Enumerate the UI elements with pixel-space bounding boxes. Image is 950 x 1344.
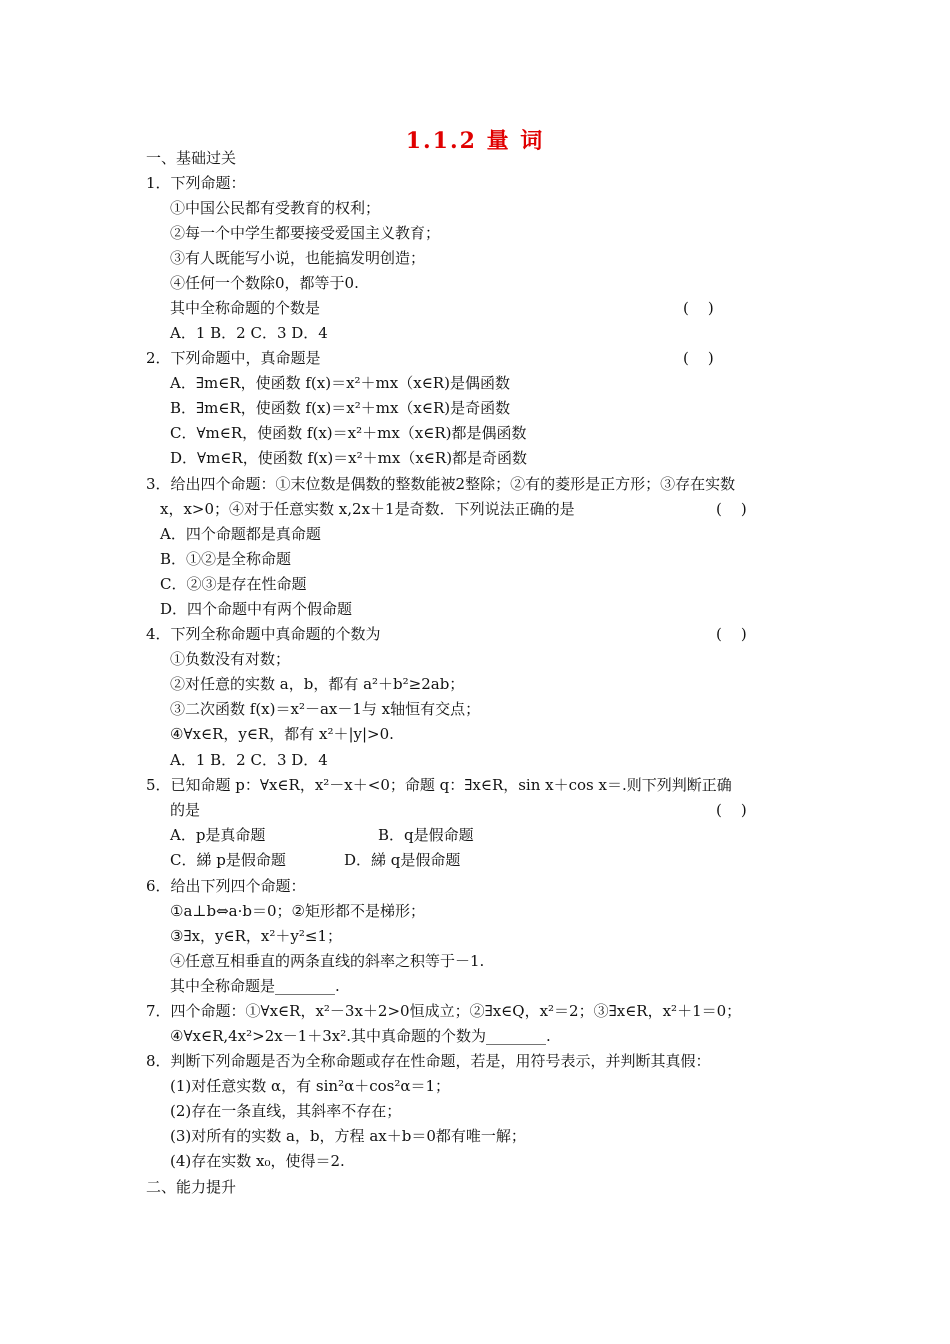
question-3-option: C．②③是存在性命题 bbox=[160, 575, 307, 593]
question-1-item: ①中国公民都有受教育的权利； bbox=[170, 199, 381, 217]
question-8-item: (2)存在一条直线，其斜率不存在； bbox=[170, 1102, 402, 1120]
question-6-item: ①a⊥b⇔a·b＝0；②矩形都不是梯形； bbox=[170, 902, 425, 920]
question-5-stem: 5．已知命题 p：∀x∈R，x²－x＋<0；命题 q：∃x∈R，sin x＋cos x＝.则下列判断正确 bbox=[146, 776, 732, 794]
answer-blank: ( ) bbox=[683, 299, 714, 317]
page-title: 1.1.2 量 词 bbox=[405, 128, 545, 154]
section-heading-advanced: 二、能力提升 bbox=[146, 1178, 237, 1196]
question-2-option: A．∃m∈R，使函数 f(x)＝x²＋mx（x∈R)是偶函数 bbox=[170, 374, 510, 392]
answer-blank: ( ) bbox=[716, 500, 747, 518]
question-1-item: ③有人既能写小说，也能搞发明创造； bbox=[170, 249, 426, 267]
answer-blank: ( ) bbox=[683, 349, 714, 367]
question-3-option: D．四个命题中有两个假命题 bbox=[160, 600, 353, 618]
question-6-item: ③∃x，y∈R，x²＋y²≤1； bbox=[170, 927, 342, 945]
question-4-options: A．1 B．2 C．3 D．4 bbox=[170, 751, 328, 769]
question-4-item: ②对任意的实数 a，b，都有 a²＋b²≥2ab； bbox=[170, 675, 465, 693]
question-2-option: D．∀m∈R，使函数 f(x)＝x²＋mx（x∈R)都是奇函数 bbox=[170, 449, 528, 467]
question-3-stem: 3．给出四个命题：①末位数是偶数的整数能被2整除；②有的菱形是正方形；③存在实数 bbox=[146, 475, 736, 493]
answer-blank: ( ) bbox=[716, 801, 747, 819]
question-5-option-b: B．q是假命题 bbox=[378, 826, 474, 844]
question-5-option-a: A．p是真命题 bbox=[170, 826, 266, 844]
question-5-stem-cont: 的是 bbox=[170, 801, 201, 819]
question-3-option: B．①②是全称命题 bbox=[160, 550, 292, 568]
question-5-option-c: C．綈 p是假命题 bbox=[170, 851, 286, 869]
question-1-item: ②每一个中学生都要接受爱国主义教育； bbox=[170, 224, 441, 242]
question-4-item: ④∀x∈R，y∈R，都有 x²＋|y|>0. bbox=[170, 725, 394, 743]
question-1-stem: 1．下列命题： bbox=[146, 174, 246, 192]
question-2-option: B．∃m∈R，使函数 f(x)＝x²＋mx（x∈R)是奇函数 bbox=[170, 399, 511, 417]
question-5-option-d: D．綈 q是假命题 bbox=[344, 851, 461, 869]
question-6-item: ④任意互相垂直的两条直线的斜率之积等于－1. bbox=[170, 952, 485, 970]
question-8-item: (3)对所有的实数 a，b，方程 ax＋b＝0都有唯一解； bbox=[170, 1127, 526, 1145]
question-8-item: (1)对任意实数 α，有 sin²α＋cos²α＝1； bbox=[170, 1077, 451, 1095]
section-heading-basic: 一、基础过关 bbox=[146, 149, 237, 167]
question-8-stem: 8．判断下列命题是否为全称命题或存在性命题，若是，用符号表示，并判断其真假： bbox=[146, 1052, 711, 1070]
question-2-option: C．∀m∈R，使函数 f(x)＝x²＋mx（x∈R)都是偶函数 bbox=[170, 424, 527, 442]
question-1-options: A．1 B．2 C．3 D．4 bbox=[170, 324, 328, 342]
question-1-item: ④任何一个数除0，都等于0. bbox=[170, 274, 359, 292]
question-4-stem: 4．下列全称命题中真命题的个数为 bbox=[146, 625, 381, 643]
question-7-line: ④∀x∈R,4x²>2x－1＋3x².其中真命题的个数为________. bbox=[170, 1027, 551, 1045]
question-4-item: ③二次函数 f(x)＝x²－ax－1与 x轴恒有交点； bbox=[170, 700, 481, 718]
question-7-line: 7．四个命题：①∀x∈R，x²－3x＋2>0恒成立；②∃x∈Q，x²＝2；③∃x∈R，x²＋1＝0； bbox=[146, 1002, 742, 1020]
question-3-option: A．四个命题都是真命题 bbox=[160, 525, 321, 543]
question-4-item: ①负数没有对数； bbox=[170, 650, 291, 668]
answer-blank: ( ) bbox=[716, 625, 747, 643]
question-6-ask: 其中全称命题是________. bbox=[170, 977, 340, 995]
question-1-ask: 其中全称命题的个数是 bbox=[170, 299, 321, 317]
question-3-stem-cont: x，x>0；④对于任意实数 x,2x＋1是奇数．下列说法正确的是 bbox=[160, 500, 575, 518]
question-6-stem: 6．给出下列四个命题： bbox=[146, 877, 306, 895]
question-2-stem: 2．下列命题中，真命题是 bbox=[146, 349, 321, 367]
question-8-item: (4)存在实数 x₀，使得＝2. bbox=[170, 1152, 345, 1170]
